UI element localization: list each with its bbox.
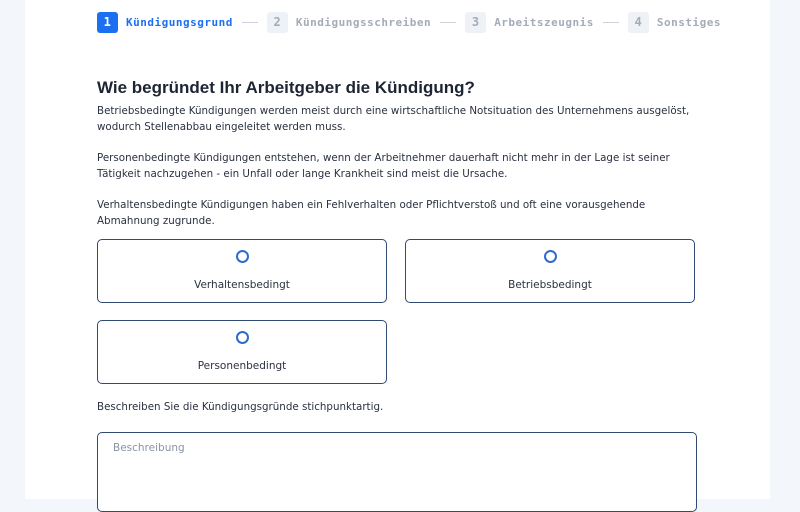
step-label: Kündigungsgrund xyxy=(126,15,233,29)
step-divider xyxy=(603,22,619,23)
progress-stepper xyxy=(97,11,721,33)
radio-button[interactable] xyxy=(544,250,557,263)
option-verhaltensbedingt[interactable] xyxy=(97,239,387,303)
step-arbeitszeugnis[interactable] xyxy=(465,12,594,33)
step-number: 1 xyxy=(97,12,118,33)
description-label: Beschreiben Sie die Kündigungsgründe stichpunktartig. xyxy=(97,401,384,413)
radio-button[interactable] xyxy=(236,250,249,263)
step-kuendigungsgrund[interactable] xyxy=(97,12,233,33)
explanation-paragraph: Personenbedingte Kündigungen entstehen, wenn der Arbeitnehmer dauerhaft nicht mehr in der Lage ist seiner Tätigkeit nachzugehen - ein Unfall oder lange Krankheit sind meist die Ursache. xyxy=(97,152,670,180)
step-kuendigungsschreiben[interactable] xyxy=(267,12,431,33)
option-label: Personenbedingt xyxy=(197,360,287,372)
option-personenbedingt[interactable] xyxy=(97,320,387,384)
option-betriebsbedingt[interactable] xyxy=(405,239,695,303)
radio-button[interactable] xyxy=(236,331,249,344)
explanation-paragraph: Betriebsbedingte Kündigungen werden meist durch eine wirtschaftliche Notsituation des Unternehmens ausgelöst, wodurch Stellenabbau eingeleitet werden muss. xyxy=(97,105,690,133)
step-label: Kündigungsschreiben xyxy=(295,15,432,29)
step-sonstiges[interactable] xyxy=(628,12,721,33)
step-divider xyxy=(440,22,456,23)
option-label: Betriebsbedingt xyxy=(508,279,592,291)
step-label: Sonstiges xyxy=(656,15,722,29)
option-label: Verhaltensbedingt xyxy=(194,279,290,291)
step-divider xyxy=(242,22,258,23)
step-number: 2 xyxy=(267,12,288,33)
step-number: 3 xyxy=(465,12,486,33)
explanation-paragraph: Verhaltensbedingte Kündigungen haben ein Fehlverhalten oder Pflichtverstoß und oft eine vorausgehende Abmahnung zugrunde. xyxy=(97,199,646,227)
description-textarea[interactable] xyxy=(97,432,697,512)
step-label: Arbeitszeugnis xyxy=(494,15,594,29)
step-number: 4 xyxy=(628,12,649,33)
question-title: Wie begründet Ihr Arbeitgeber die Kündigung? xyxy=(97,78,475,97)
